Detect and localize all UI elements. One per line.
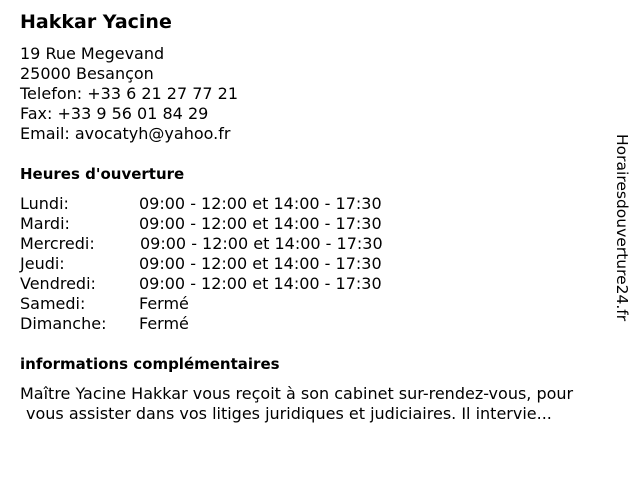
day-label: Vendredi:: [20, 274, 96, 293]
site-watermark: Horairesdouverture24.fr: [613, 134, 631, 322]
day-label: Mardi:: [20, 214, 70, 233]
hours-row-friday: [20, 274, 440, 294]
email-address: Email: avocatyh@yahoo.fr: [20, 124, 231, 143]
time-range: 09:00 - 12:00 et 14:00 - 17:30: [140, 234, 383, 253]
time-range: Fermé: [139, 314, 189, 333]
street-address: 19 Rue Megevand: [20, 44, 165, 63]
time-range: Fermé: [139, 294, 189, 313]
hours-row-monday: [20, 194, 440, 214]
description-line-1: Maître Yacine Hakkar vous reçoit à son cabinet sur-rendez-vous, pour: [20, 384, 574, 403]
time-range: 09:00 - 12:00 et 14:00 - 17:30: [139, 274, 382, 293]
additional-info-heading: informations complémentaires: [20, 355, 280, 373]
day-label: Lundi:: [20, 194, 69, 213]
phone-number: Telefon: +33 6 21 27 77 21: [20, 84, 239, 103]
hours-row-thursday: [20, 254, 440, 274]
time-range: 09:00 - 12:00 et 14:00 - 17:30: [139, 254, 382, 273]
description-line-2: vous assister dans vos litiges juridiques et judiciaires. Il intervie...: [26, 404, 552, 423]
description-text: [20, 384, 630, 424]
time-range: 09:00 - 12:00 et 14:00 - 17:30: [139, 194, 382, 213]
day-label: Samedi:: [20, 294, 86, 313]
contact-details: [20, 44, 238, 144]
hours-row-sunday: [20, 314, 440, 334]
day-label: Mercredi:: [20, 234, 95, 253]
day-label: Dimanche:: [20, 314, 107, 333]
city-postcode: 25000 Besançon: [20, 64, 154, 83]
fax-number: Fax: +33 9 56 01 84 29: [20, 104, 209, 123]
hours-row-saturday: [20, 294, 440, 314]
hours-row-tuesday: [20, 214, 440, 234]
time-range: 09:00 - 12:00 et 14:00 - 17:30: [139, 214, 382, 233]
business-name: Hakkar Yacine: [20, 11, 172, 33]
hours-row-wednesday: [20, 234, 440, 254]
day-label: Jeudi:: [20, 254, 65, 273]
opening-hours-heading: Heures d'ouverture: [20, 165, 185, 183]
opening-hours-table: [20, 194, 440, 334]
